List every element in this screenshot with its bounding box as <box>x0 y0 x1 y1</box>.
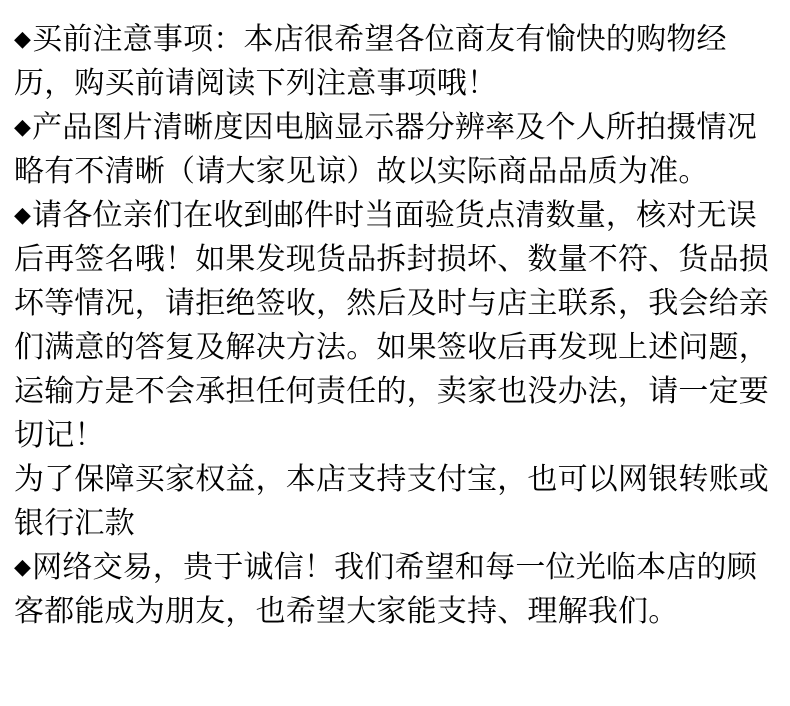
bullet-icon: ◆ <box>14 115 32 140</box>
notice-paragraph-3 <box>14 194 770 458</box>
notice-paragraph-3-text: 请各位亲们在收到邮件时当面验货点清数量，核对无误后再签名哦！如果发现货品拆封损坏、数量不符、货品损坏等情况，请拒绝签收，然后及时与店主联系，我会给亲们满意的答复及解决方法。如果签收后再发现上述问题，运输方是不会承担任何责任的，卖家也没办法，请一定要切记！ <box>14 198 769 453</box>
notice-paragraph-1-text: 买前注意事项：本店很希望各位商友有愉快的购物经历，购买前请阅读下列注意事项哦！ <box>14 22 727 101</box>
bullet-icon: ◆ <box>14 27 32 52</box>
notice-paragraph-5 <box>14 546 770 634</box>
notice-paragraph-2 <box>14 106 770 194</box>
notice-paragraph-2-text: 产品图片清晰度因电脑显示器分辨率及个人所拍摄情况略有不清晰（请大家见谅）故以实际商品品质为准。 <box>14 110 757 189</box>
notice-paragraph-1 <box>14 18 770 106</box>
notice-paragraph-4 <box>14 458 770 546</box>
notice-paragraph-5-text: 网络交易，贵于诚信！我们希望和每一位光临本店的顾客都能成为朋友，也希望大家能支持、理解我们。 <box>14 550 757 629</box>
notice-paragraph-4-text: 为了保障买家权益，本店支持支付宝，也可以网银转账或银行汇款 <box>14 462 769 541</box>
bullet-icon: ◆ <box>14 555 32 580</box>
bullet-icon: ◆ <box>14 203 32 228</box>
